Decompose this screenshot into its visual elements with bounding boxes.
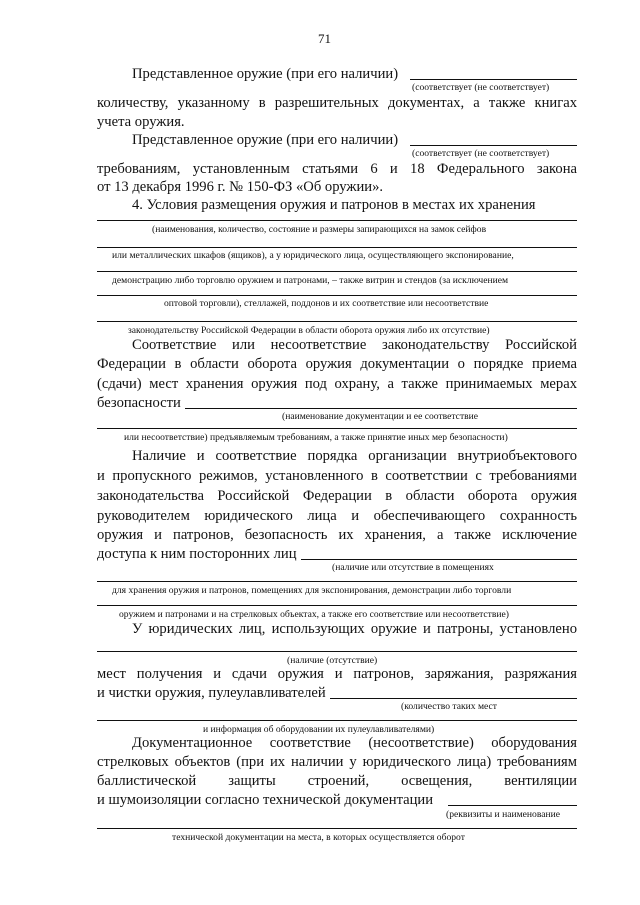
fill-in-line <box>410 145 577 146</box>
field-caption: (соответствует (не соответствует) <box>412 82 550 93</box>
field-caption: (количество таких мест <box>401 701 497 712</box>
field-caption: и информация об оборудовании их пулеулавливателями) <box>203 724 435 735</box>
text-line: и пропускного режимов, установленного в соответствии с требованиями <box>97 468 577 484</box>
fill-in-line <box>97 605 577 606</box>
fill-in-line <box>97 581 577 582</box>
text-line: Соответствие или несоответствие законодательству Российской <box>132 337 577 353</box>
text-line: от 13 декабря 1996 г. № 150-ФЗ «Об оружии». <box>97 179 384 195</box>
fill-in-line <box>97 651 577 652</box>
field-caption: технической документации на места, в которых осуществляется оборот <box>172 832 465 843</box>
fill-in-line <box>97 220 577 221</box>
text-line: доступа к ним посторонних лиц <box>97 546 297 562</box>
field-caption: оружием и патронами и на стрелковых объектах, а также его соответствие или несоответствие) <box>119 609 509 620</box>
text-line: законодательства Российской Федерации в области оборота оружия <box>97 488 577 504</box>
field-caption: (наименование документации и ее соответствие <box>282 411 479 422</box>
field-caption: (наименования, количество, состояние и размеры запирающихся на замок сейфов <box>152 224 487 235</box>
text-line: Документационное соответствие (несоответствие) оборудования <box>132 735 577 751</box>
text-line: баллистической защиты строений, освещения, вентиляции <box>97 773 577 789</box>
text-line: Представленное оружие (при его наличии) <box>132 132 399 148</box>
text-line: и чистки оружия, пулеулавливателей <box>97 685 326 701</box>
text-line: и шумоизоляции согласно технической документации <box>97 792 434 808</box>
text-line: мест получения и сдачи оружия и патронов, заряжания, разряжания <box>97 666 577 682</box>
fill-in-line <box>97 321 577 322</box>
field-caption: для хранения оружия и патронов, помещениях для экспонирования, демонстрации либо торговли <box>112 585 512 596</box>
section-heading: 4. Условия размещения оружия и патронов в местах их хранения <box>132 197 536 213</box>
text-line: руководителем юридического лица и обеспечивающего сохранность <box>97 508 577 524</box>
field-caption: или несоответствие) предъявляемым требованиям, а также принятие иных мер безопасности) <box>124 432 508 443</box>
text-line: учета оружия. <box>97 114 185 130</box>
fill-in-line <box>301 559 577 560</box>
text-line: количеству, указанному в разрешительных документах, а также книгах <box>97 95 577 111</box>
text-line: Наличие и соответствие порядка организации внутриобъектового <box>132 448 577 464</box>
fill-in-line <box>97 828 577 829</box>
page-number: 71 <box>318 31 331 46</box>
text-line: безопасности <box>97 395 181 411</box>
fill-in-line <box>330 698 577 699</box>
fill-in-line <box>97 295 577 296</box>
field-caption: демонстрацию либо торговлю оружием и патронами, – также витрин и стендов (за исключением <box>112 275 509 286</box>
text-line: У юридических лиц, использующих оружие и патроны, установлено <box>132 621 577 637</box>
field-caption: (реквизиты и наименование <box>446 809 561 820</box>
fill-in-line <box>410 79 577 80</box>
field-caption: оптовой торговли), стеллажей, поддонов и их соответствие или несоответствие <box>164 298 489 309</box>
field-caption: или металлических шкафов (ящиков), а у юридического лица, осуществляющего экспонирование, <box>112 250 514 261</box>
text-line: требованиям, установленным статьями 6 и 18 Федерального закона <box>97 161 577 177</box>
fill-in-line <box>97 720 577 721</box>
field-caption: (наличие или отсутствие в помещениях <box>332 562 494 573</box>
field-caption: законодательству Российской Федерации в области оборота оружия либо их отсутствие) <box>128 325 490 336</box>
fill-in-line <box>185 408 577 409</box>
fill-in-line <box>448 805 577 806</box>
text-line: оружия и патронов, безопасность их хранения, а также исключение <box>97 527 577 543</box>
field-caption: (соответствует (не соответствует) <box>412 148 550 159</box>
text-line: Представленное оружие (при его наличии) <box>132 66 399 82</box>
text-line: Федерации в области оборота оружия документации о порядке приема <box>97 356 577 372</box>
field-caption: (наличие (отсутствие) <box>287 655 378 666</box>
fill-in-line <box>97 271 577 272</box>
text-line: стрелковых объектов (при их наличии у юридического лица) требованиям <box>97 754 577 770</box>
fill-in-line <box>97 428 577 429</box>
fill-in-line <box>97 247 577 248</box>
text-line: (сдачи) мест хранения оружия под охрану, а также принимаемых мерах <box>97 376 577 392</box>
